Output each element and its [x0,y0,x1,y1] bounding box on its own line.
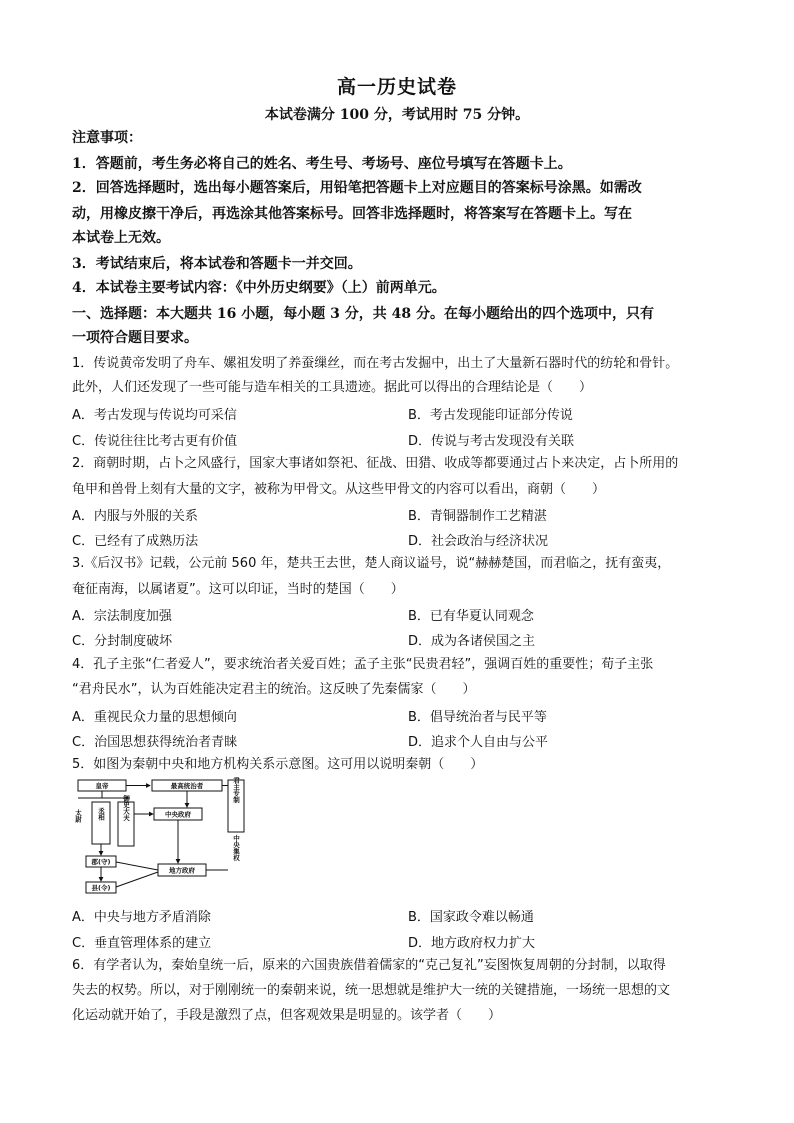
question-6-stem: 失去的权势。所以，对于刚刚统一的秦朝来说，统一思想就是维护大一统的关键措施，一场统一思想的文 [72,983,671,998]
question-1-option-c: C．传说往往比考古更有价值 [72,434,238,449]
question-6-stem: 化运动就开始了，手段是激烈了点，但客观效果是明显的。该学者（ ） [72,1008,502,1023]
question-3-option-d: D．成为各诸侯国之主 [408,634,536,649]
central-gov-label: 中央政府 [165,810,191,819]
question-1-option-a: A．考古发现与传说均可采信 [72,408,237,423]
question-2-option-d: D．社会政治与经济状况 [408,534,549,549]
note-item: 本试卷上无效。 [72,230,170,246]
question-1-option-b: B．考古发现能印证部分传说 [408,408,573,423]
centralization-label: 中央集权 [232,835,240,861]
question-3-option-a: A．宗法制度加强 [72,609,172,624]
question-6-stem: 6．有学者认为，秦始皇统一后，原来的六国贵族借着儒家的“克己复礼”妄图恢复周朝的分封制，以取得 [72,958,666,973]
question-1-option-d: D．传说与考古发现没有关联 [408,434,575,449]
question-4-option-a: A．重视民众力量的思想倾向 [72,710,237,725]
xian-label: 县(令) [91,884,111,892]
question-3-option-c: C．分封制度破坏 [72,634,173,649]
question-4-stem: “君舟民水”，认为百姓能决定君主的统治。这反映了先秦儒家（ ） [72,682,476,697]
question-2-option-a: A．内服与外服的关系 [72,509,198,524]
chengxiang-label: 丞相 [97,807,105,821]
question-5-stem: 5．如图为秦朝中央和地方机构关系示意图。这可用以说明秦朝（ ） [72,757,484,772]
note-item: 4．本试卷主要考试内容：《中外历史纲要》（上）前两单元。 [72,280,446,296]
section-heading: 一、选择题：本大题共 16 小题，每小题 3 分，共 48 分。在每小题给出的四个选项中，只有 [72,306,654,322]
exam-subtitle: 本试卷满分 100 分，考试用时 75 分钟。 [264,107,530,123]
question-5-option-a: A．中央与地方矛盾消除 [72,910,211,925]
section-heading-cont: 一项符合题目要求。 [72,330,198,346]
question-4-stem: 4．孔子主张“仁者爱人”，要求统治者关爱百姓；孟子主张“民贵君轻”，强调百姓的重要性；荀子主张 [72,657,654,672]
taiwei-label: 太尉 [74,809,82,823]
question-1-stem: 1．传说黄帝发明了舟车、嫘祖发明了养蚕缫丝，而在考古发掘中，出土了大量新石器时代的纺轮和骨针。 [72,356,679,371]
question-2-stem: 龟甲和兽骨上刻有大量的文字，被称为甲骨文。从这些甲骨文的内容可以看出，商朝（ ） [72,482,606,497]
question-3-stem: 奄征南海，以属诸夏”。这可以印证，当时的楚国（ ） [72,582,404,597]
question-3-stem: 3.《后汉书》记载，公元前 560 年，楚共王去世，楚人商议谥号，说“赫赫楚国，而君临之，抚有蛮夷， [72,556,671,571]
question-5-option-d: D．地方政府权力扩大 [408,936,536,951]
jun-label: 郡(守) [91,858,111,866]
notes-heading: 注意事项： [72,130,142,146]
local-gov-label: 地方政府 [169,866,195,875]
exam-title: 高一历史试卷 [336,76,457,98]
autocracy-label: 君主专制 [232,777,240,803]
yushi-label: 御史大夫 [122,795,130,821]
emperor-label: 皇帝 [95,782,109,790]
qin-government-diagram [72,776,252,900]
question-2-option-c: C．已经有了成熟历法 [72,534,199,549]
question-1-stem: 此外，人们还发现了一些可能与造车相关的工具遗迹。据此可以得出的合理结论是（ ） [72,380,593,395]
question-4-option-b: B．倡导统治者与民平等 [408,710,547,725]
question-4-option-d: D．追求个人自由与公平 [408,735,549,750]
note-item: 1．答题前，考生务必将自己的姓名、考生号、考场号、座位号填写在答题卡上。 [72,156,572,172]
note-item: 动，用橡皮擦干净后，再选涂其他答案标号。回答非选择题时，将答案写在答题卡上。写在 [72,206,632,222]
supreme-label: 最高统治者 [170,782,204,790]
question-2-option-b: B．青铜器制作工艺精湛 [408,509,547,524]
question-2-stem: 2．商朝时期，占卜之风盛行，国家大事诸如祭祀、征战、田猎、收成等都要通过占卜来决定，占卜所用的 [72,456,679,471]
question-5-option-c: C．垂直管理体系的建立 [72,936,212,951]
question-4-option-c: C．治国思想获得统治者青睐 [72,735,238,750]
note-item: 3．考试结束后，将本试卷和答题卡一并交回。 [72,256,362,272]
question-3-option-b: B．已有华夏认同观念 [408,609,534,624]
note-item: 2．回答选择题时，选出每小题答案后，用铅笔把答题卡上对应题目的答案标号涂黑。如需改 [72,180,642,196]
question-5-option-b: B．国家政令难以畅通 [408,910,534,925]
